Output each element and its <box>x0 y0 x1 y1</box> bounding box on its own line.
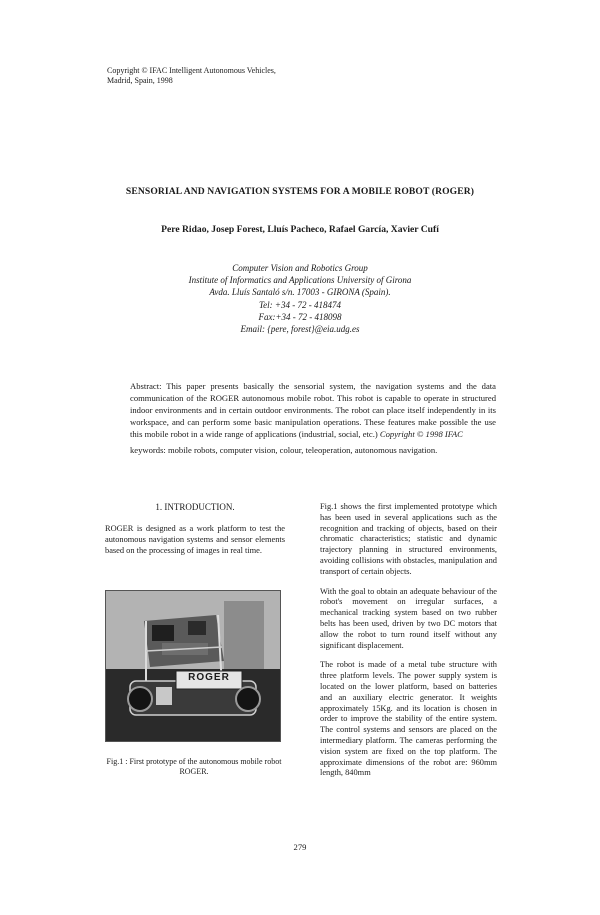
robot-photo-illustration <box>106 591 280 741</box>
page-number: 279 <box>293 842 307 852</box>
copyright-notice <box>107 66 347 86</box>
figure-caption: Fig.1 : First prototype of the autonomous mobile robot ROGER. <box>106 757 282 776</box>
paper-title: SENSORIAL AND NAVIGATION SYSTEMS FOR A MOBILE ROBOT (ROGER) <box>125 186 475 197</box>
left-column <box>105 502 285 565</box>
affiliation-phone: Tel: +34 - 72 - 418474 <box>259 299 341 310</box>
right-paragraph-3: The robot is made of a metal tube structure with three platform levels. The power supply system is located on the lower platform, based on batteries and an auxiliary electric generator. It weights approximately 15Kg. and its location is chosen in order to improve the stability of the entire system. The control systems and sensors are placed on the intermediary platform. The cameras performing the vision system are fixed on the top platform. The approximate dimensions of the robot are: 960mm length, 840mm <box>320 660 497 778</box>
right-paragraph-1: Fig.1 shows the first implemented prototype which has been used in several applications such as the recognition and tracking of objects, based on their chromatic characteristics; statistic and dynamic trajectory planning in structured environments, avoiding collisions with obstacles, manipulation and transport of certain objects. <box>320 502 497 576</box>
affiliation-block <box>0 262 600 335</box>
right-column <box>320 502 497 788</box>
keywords: keywords: mobile robots, computer vision, colour, teleoperation, autonomous navigation. <box>130 445 438 455</box>
robot-nameplate: ROGER <box>188 672 230 683</box>
affiliation-email: Email: {pere, forest}@eia.udg.es <box>240 324 360 335</box>
abstract-text: Abstract: This paper presents basically the sensorial system, the navigation systems and the data communication of the ROGER autonomous mobile robot. This robot is capable to operate in structured indoor environments and in certain outdoor environments. The robot can place itself independently in its workspace, and can perform some basic manipulation operations. These features make possible the use this mobile robot in a wide range of applications (industrial, social, etc.) <box>130 381 496 439</box>
intro-paragraph: ROGER is designed as a work platform to test the autonomous navigation systems and sensor elements based on the processing of images in real time. <box>105 524 285 555</box>
affiliation-fax: Fax:+34 - 72 - 418098 <box>258 311 342 322</box>
copyright-line-1: Copyright © IFAC Intelligent Autonomous Vehicles, <box>107 66 276 75</box>
abstract <box>130 380 496 440</box>
copyright-line-2: Madrid, Spain, 1998 <box>107 76 173 85</box>
section-heading-introduction: 1. INTRODUCTION. <box>155 502 235 512</box>
affiliation-institute: Institute of Informatics and Applications University of Girona <box>188 275 412 286</box>
figure-robot-photo <box>105 590 281 742</box>
affiliation-group: Computer Vision and Robotics Group <box>232 263 368 273</box>
abstract-copyright: Copyright © 1998 IFAC <box>379 429 463 439</box>
paper-authors: Pere Ridao, Josep Forest, Lluís Pacheco, Rafael García, Xavier Cufí <box>161 224 439 235</box>
right-paragraph-2: With the goal to obtain an adequate behaviour of the robot's movement on irregular surfaces, a mechanical tracking system based on two rubber belts has been used, driven by two DC motors that allow the robot to turn round itself without any significant displacement. <box>320 586 497 650</box>
affiliation-address: Avda. Lluís Santaló s/n. 17003 - GIRONA (Spain). <box>209 287 391 298</box>
